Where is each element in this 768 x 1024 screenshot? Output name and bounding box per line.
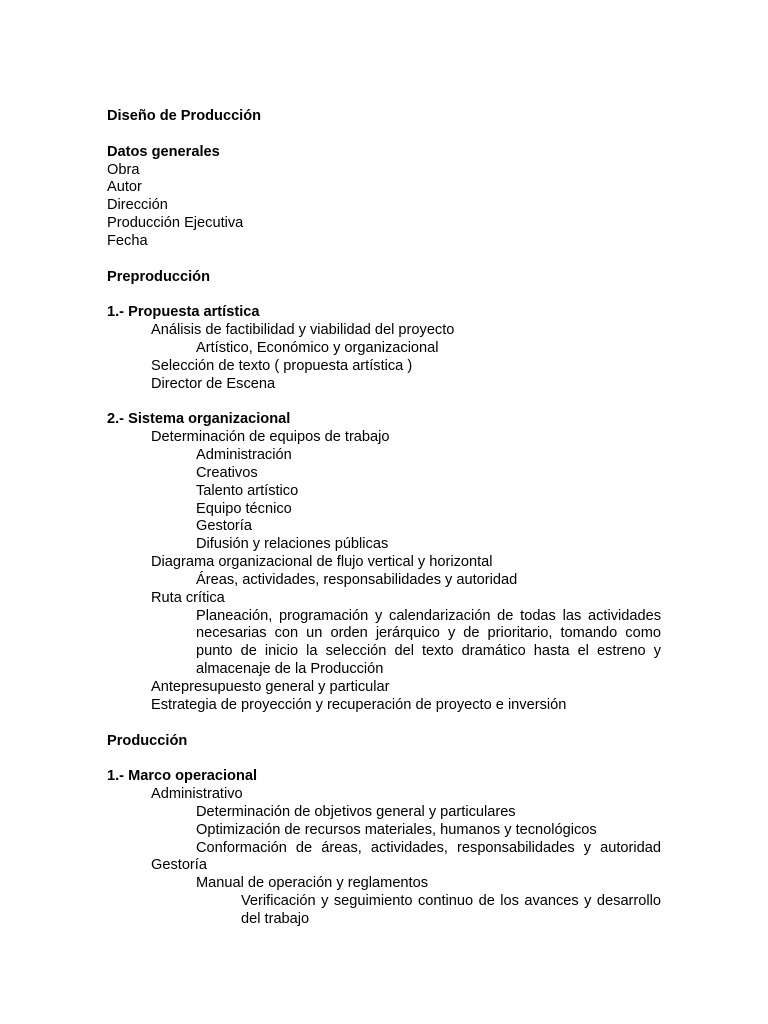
- list-item: Manual de operación y reglamentos: [196, 875, 429, 892]
- subsection-heading-sistema: 2.- Sistema organizacional: [107, 411, 291, 428]
- spacer: [107, 715, 661, 733]
- list-item: Determinación de equipos de trabajo: [151, 429, 390, 446]
- datos-item: Autor: [107, 179, 142, 196]
- paragraph-verificacion: Verificación y seguimiento continuo de los avances y desarrollo del trabajo: [241, 893, 661, 927]
- datos-item: Producción Ejecutiva: [107, 215, 244, 232]
- datos-item: Obra: [107, 161, 140, 178]
- paragraph-ruta-critica: Planeación, programación y calendarización de todas las actividades necesarias con un orden jerárquico y de prioritario, tomando como punto de inicio la selección del texto dramático hasta el estreno y almacenaje de la Producción: [196, 607, 661, 678]
- list-item: Talento artístico: [196, 482, 299, 499]
- list-item: Conformación de áreas, actividades, responsabilidades y autoridad: [196, 839, 661, 856]
- list-item: Director de Escena: [151, 375, 276, 392]
- list-item: Creativos: [196, 464, 258, 481]
- document-title: Diseño de Producción: [107, 108, 262, 124]
- list-item: Selección de texto ( propuesta artística ): [151, 357, 413, 374]
- section-heading-datos: Datos generales: [107, 143, 220, 160]
- list-item: Estrategia de proyección y recuperación de proyecto e inversión: [151, 696, 567, 713]
- list-item: Análisis de factibilidad y viabilidad del proyecto: [151, 322, 455, 339]
- datos-item: Fecha: [107, 232, 148, 249]
- list-item: Equipo técnico: [196, 500, 292, 517]
- list-item: Determinación de objetivos general y particulares: [196, 803, 516, 820]
- section-heading-produccion: Producción: [107, 732, 188, 749]
- list-item: Antepresupuesto general y particular: [151, 679, 390, 695]
- list-item: Optimización de recursos materiales, humanos y tecnológicos: [196, 821, 597, 838]
- list-item: Artístico, Económico y organizacional: [196, 339, 439, 356]
- spacer: [107, 126, 661, 144]
- list-item: Diagrama organizacional de flujo vertical y horizontal: [151, 554, 493, 571]
- subsection-heading-marco: 1.- Marco operacional: [107, 768, 258, 785]
- spacer: [107, 251, 661, 269]
- spacer: [107, 750, 661, 768]
- list-item: Gestoría: [196, 518, 252, 535]
- list-item: Gestoría: [151, 857, 207, 874]
- list-item: Ruta crítica: [151, 589, 225, 606]
- list-item: Difusión y relaciones públicas: [196, 536, 389, 553]
- subsection-heading-propuesta: 1.- Propuesta artística: [107, 304, 260, 321]
- document-page: [107, 108, 661, 929]
- section-heading-preproduccion: Preproducción: [107, 268, 210, 285]
- list-item: Áreas, actividades, responsabilidades y autoridad: [196, 571, 518, 588]
- spacer: [107, 394, 661, 412]
- datos-item: Dirección: [107, 197, 168, 214]
- list-item: Administración: [196, 447, 292, 464]
- list-item: Administrativo: [151, 786, 243, 803]
- spacer: [107, 286, 661, 304]
